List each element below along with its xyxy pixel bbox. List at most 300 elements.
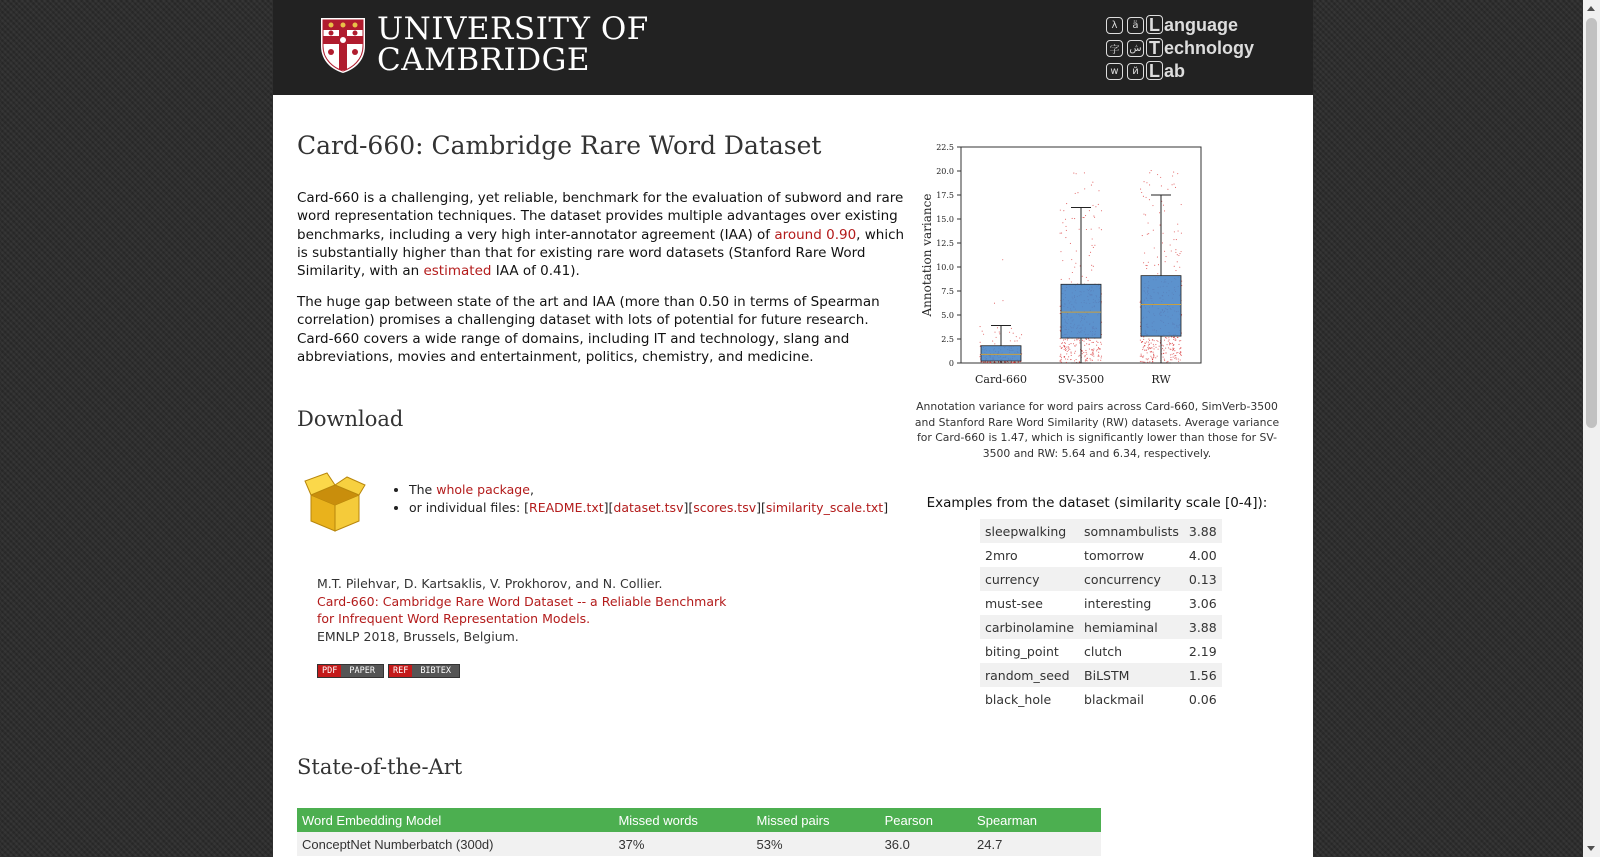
data-point — [1158, 349, 1159, 350]
citation — [317, 575, 737, 645]
data-point — [1085, 360, 1086, 361]
data-point — [1141, 355, 1142, 356]
paper-title-link[interactable]: Card-660: Cambridge Rare Word Dataset -- a Reliable Benchmark for Infrequent Word Representation Models. — [317, 593, 727, 626]
data-point — [1089, 344, 1090, 345]
data-point — [1149, 361, 1150, 362]
data-point — [994, 361, 995, 362]
data-point — [1174, 350, 1175, 351]
table-cell: ConceptNet Numberbatch (300d) — [297, 832, 613, 856]
data-point — [1153, 348, 1154, 349]
data-point — [1068, 346, 1069, 347]
similarity-scale-file-link[interactable]: similarity_scale.txt — [765, 499, 884, 515]
table-row — [980, 663, 1222, 687]
data-point — [987, 362, 988, 363]
data-point — [1172, 343, 1173, 344]
y-tick-label: 20.0 — [936, 167, 954, 176]
data-point — [999, 332, 1000, 333]
data-point — [1155, 357, 1156, 358]
data-point — [992, 341, 993, 342]
download-list — [391, 481, 888, 516]
data-point — [1173, 344, 1174, 345]
intro-paragraph-1 — [297, 189, 907, 280]
around-090-link[interactable]: around 0.90 — [774, 226, 857, 243]
data-point — [1175, 357, 1176, 358]
data-point — [1079, 229, 1080, 230]
data-point — [1062, 222, 1063, 223]
data-point — [1148, 358, 1149, 359]
word2-cell: somnambulists — [1079, 519, 1184, 543]
examples-table — [980, 519, 1222, 711]
table-row — [980, 543, 1222, 567]
data-point — [1147, 234, 1148, 235]
data-point — [1150, 356, 1151, 357]
word2-cell: interesting — [1084, 595, 1152, 611]
data-point — [1089, 348, 1090, 349]
readme-file-link[interactable]: README.txt — [529, 499, 604, 515]
data-point — [1061, 279, 1062, 280]
data-point — [1077, 192, 1078, 193]
table-cell: 36.0 — [880, 832, 972, 856]
word1-cell: sleepwalking — [980, 519, 1079, 543]
scroll-down-arrow-icon[interactable] — [1587, 846, 1595, 851]
data-point — [1169, 339, 1170, 340]
data-point — [1093, 354, 1094, 355]
data-point — [1093, 215, 1094, 216]
university-line1: UNIVERSITY OF — [377, 11, 649, 47]
word1-cell: 2mro — [985, 547, 1018, 563]
data-point — [1093, 350, 1094, 351]
data-point — [1093, 349, 1094, 350]
page-scrollbar[interactable] — [1583, 0, 1600, 857]
data-point — [1060, 356, 1061, 357]
data-point — [1166, 338, 1167, 339]
y-tick-label: 17.5 — [936, 191, 954, 200]
intro-text: , which is substantially higher than that for existing rare word datasets (Stanford Rare Word Similarity, with an — [297, 226, 905, 280]
data-point — [1070, 243, 1071, 244]
data-point — [1074, 353, 1075, 354]
data-point — [1181, 204, 1182, 205]
data-point — [1060, 233, 1061, 234]
data-point — [1091, 270, 1092, 271]
data-point — [1163, 357, 1164, 358]
data-point — [1141, 361, 1142, 362]
data-point — [997, 327, 998, 328]
score-cell: 4.00 — [1188, 547, 1217, 563]
word2-cell: BiLSTM — [1079, 663, 1184, 687]
whole-package-link[interactable]: whole package — [436, 482, 530, 497]
data-point — [1146, 358, 1147, 359]
lab-word-rest: echnology — [1164, 37, 1255, 58]
table-row — [980, 639, 1222, 663]
data-point — [1173, 172, 1174, 173]
data-point — [1140, 361, 1141, 362]
data-point — [983, 362, 984, 363]
language-technology-lab-logo[interactable] — [1106, 14, 1254, 83]
data-point — [1070, 352, 1071, 353]
data-point — [994, 343, 995, 344]
data-point — [1179, 253, 1180, 254]
data-point — [1061, 233, 1062, 234]
data-point — [1177, 352, 1178, 353]
data-point — [1142, 357, 1143, 358]
data-point — [1093, 342, 1094, 343]
site-header — [273, 0, 1313, 95]
data-point — [1152, 205, 1153, 206]
data-point — [1098, 347, 1099, 348]
data-point — [1098, 204, 1099, 205]
data-point — [1079, 340, 1080, 341]
data-point — [1092, 355, 1093, 356]
data-point — [1173, 184, 1174, 185]
data-point — [1151, 357, 1152, 358]
data-point — [1066, 230, 1067, 231]
data-point — [1079, 361, 1080, 362]
data-point — [1101, 210, 1102, 211]
list-item: • or individual files: [README.txt][dataset.tsv][scores.tsv][similarity_scale.txt] — [409, 499, 888, 517]
data-point — [1180, 348, 1181, 349]
a-umlaut-glyph-icon: ä — [1127, 17, 1144, 34]
item-text: or individual files: — [409, 499, 525, 515]
word1-cell: black_hole — [985, 691, 1052, 707]
data-point — [1064, 356, 1065, 357]
data-point — [1082, 353, 1083, 354]
y-tick-label: 7.5 — [941, 287, 954, 296]
data-point — [1174, 231, 1175, 232]
data-point — [1092, 349, 1093, 350]
data-point — [1180, 359, 1181, 360]
data-point — [1064, 349, 1065, 350]
data-point — [1140, 302, 1141, 303]
cambridge-logo[interactable] — [319, 11, 649, 78]
data-point — [1180, 351, 1181, 352]
data-point — [1086, 352, 1087, 353]
citation-authors: M.T. Pilehvar, D. Kartsaklis, V. Prokhorov, and N. Collier. — [317, 576, 663, 591]
data-point — [1015, 362, 1016, 363]
data-point — [1087, 280, 1088, 281]
data-point — [1160, 177, 1161, 178]
boxplot-svg — [911, 135, 1281, 395]
data-point — [1078, 356, 1079, 357]
data-point — [1177, 261, 1178, 262]
data-point — [1060, 251, 1061, 252]
data-point — [1101, 356, 1102, 357]
data-point — [1074, 360, 1075, 361]
data-point — [1061, 362, 1062, 363]
dataset-file-link[interactable]: dataset.tsv — [613, 499, 684, 515]
data-point — [1165, 352, 1166, 353]
data-point — [1143, 339, 1144, 340]
data-point — [1165, 348, 1166, 349]
data-point — [1141, 192, 1142, 193]
data-point — [1144, 350, 1145, 351]
data-point — [1173, 353, 1174, 354]
data-point — [1063, 340, 1064, 341]
data-point — [1098, 354, 1099, 355]
lab-word-initial: L — [1146, 15, 1163, 34]
data-point — [1163, 205, 1164, 206]
score-cell: 3.88 — [1184, 615, 1222, 639]
data-point — [1152, 358, 1153, 359]
sota-heading: State-of-the-Art — [297, 755, 463, 779]
data-point — [1154, 247, 1155, 248]
lab-word-rest: anguage — [1164, 14, 1239, 35]
data-point — [1150, 348, 1151, 349]
data-point — [1173, 239, 1174, 240]
data-point — [1074, 340, 1075, 341]
data-point — [1070, 343, 1071, 344]
data-point — [1147, 265, 1148, 266]
data-point — [1146, 341, 1147, 342]
data-point — [1095, 206, 1096, 207]
data-point — [1092, 182, 1093, 183]
data-point — [1140, 356, 1141, 357]
data-point — [980, 326, 981, 327]
data-point — [1091, 229, 1092, 230]
data-point — [1164, 251, 1165, 252]
data-point — [1011, 328, 1012, 329]
data-point — [1142, 235, 1143, 236]
data-point — [1170, 343, 1171, 344]
data-point — [1073, 173, 1074, 174]
table-row — [980, 567, 1222, 591]
data-point — [1148, 349, 1149, 350]
data-point — [1061, 359, 1062, 360]
data-point — [1075, 263, 1076, 264]
data-point — [1163, 345, 1164, 346]
data-point — [1065, 237, 1066, 238]
data-point — [996, 337, 997, 338]
chinese-char-glyph-icon: 字 — [1106, 40, 1123, 57]
data-point — [1146, 268, 1147, 269]
ref-bibtex-button[interactable] — [388, 664, 460, 678]
data-point — [1066, 349, 1067, 350]
data-point — [1083, 352, 1084, 353]
data-point — [1149, 340, 1150, 341]
data-point — [1154, 265, 1155, 266]
lab-word-rest: ab — [1164, 60, 1186, 81]
data-point — [1141, 354, 1142, 355]
data-point — [1092, 205, 1093, 206]
data-point — [988, 361, 989, 362]
estimated-link[interactable]: estimated — [423, 263, 492, 280]
data-point — [1169, 344, 1170, 345]
data-point — [1013, 333, 1014, 334]
data-point — [1170, 357, 1171, 358]
data-point — [1143, 214, 1144, 215]
data-point — [1082, 217, 1083, 218]
data-point — [1175, 270, 1176, 271]
data-point — [1169, 342, 1170, 343]
word1-cell: must-see — [985, 595, 1043, 611]
data-point — [1159, 346, 1160, 347]
citation-badges — [317, 664, 460, 678]
data-point — [1175, 340, 1176, 341]
data-point — [1090, 252, 1091, 253]
data-point — [1162, 348, 1163, 349]
data-point — [1100, 360, 1101, 361]
data-point — [1163, 353, 1164, 354]
table-cell: 53% — [752, 832, 880, 856]
y-tick-label: 15.0 — [936, 215, 954, 224]
data-point — [1002, 259, 1003, 260]
data-point — [1101, 344, 1102, 345]
data-point — [1067, 359, 1068, 360]
data-point — [1083, 341, 1084, 342]
table-row — [980, 615, 1222, 639]
data-point — [1086, 354, 1087, 355]
data-point — [1061, 343, 1062, 344]
data-point — [1085, 355, 1086, 356]
pdf-paper-button[interactable] — [317, 664, 384, 678]
data-point — [1145, 214, 1146, 215]
lambda-glyph-icon: λ — [1106, 17, 1123, 34]
data-point — [1151, 347, 1152, 348]
data-point — [1176, 359, 1177, 360]
data-point — [1159, 212, 1160, 213]
data-point — [1154, 340, 1155, 341]
data-point — [980, 342, 981, 343]
data-point — [1178, 358, 1179, 359]
data-point — [994, 332, 995, 333]
data-point — [1092, 342, 1093, 343]
data-point — [1171, 336, 1172, 337]
data-point — [1177, 173, 1178, 174]
data-point — [1083, 217, 1084, 218]
citation-venue: EMNLP 2018, Brussels, Belgium. — [317, 628, 519, 644]
package-box-icon — [303, 471, 367, 537]
data-point — [1149, 184, 1150, 185]
data-point — [1099, 227, 1100, 228]
data-point — [1072, 272, 1073, 273]
y-tick-label: 5.0 — [941, 311, 954, 320]
data-point — [1076, 173, 1077, 174]
main-content — [273, 95, 1313, 857]
column-header: Pearson — [880, 808, 972, 832]
data-point — [1093, 266, 1094, 267]
data-point — [1170, 359, 1171, 360]
data-point — [1155, 347, 1156, 348]
score-cell: 0.13 — [1184, 567, 1222, 591]
data-point — [1085, 215, 1086, 216]
data-point — [1060, 306, 1061, 307]
data-point — [1079, 355, 1080, 356]
data-point — [1177, 254, 1178, 255]
data-point — [1018, 361, 1019, 362]
data-point — [1082, 350, 1083, 351]
data-point — [1088, 338, 1089, 339]
data-point — [1084, 345, 1085, 346]
data-point — [1099, 356, 1100, 357]
data-point — [1176, 239, 1177, 240]
data-point — [1016, 336, 1017, 337]
data-point — [1096, 345, 1097, 346]
data-point — [1173, 337, 1174, 338]
data-point — [1172, 348, 1173, 349]
data-point — [1079, 342, 1080, 343]
data-point — [1172, 350, 1173, 351]
data-point — [1063, 210, 1064, 211]
data-point — [1069, 349, 1070, 350]
data-point — [1096, 341, 1097, 342]
data-point — [1157, 257, 1158, 258]
data-point — [1177, 224, 1178, 225]
data-point — [1147, 347, 1148, 348]
data-point — [1146, 182, 1147, 183]
score-cell: 1.56 — [1184, 663, 1222, 687]
data-point — [1148, 262, 1149, 263]
data-point — [1153, 230, 1154, 231]
data-point — [1060, 313, 1061, 314]
data-point — [1082, 340, 1083, 341]
data-point — [1091, 265, 1092, 266]
score-cell: 2.19 — [1188, 643, 1217, 659]
box — [1141, 276, 1181, 336]
scroll-up-arrow-icon[interactable] — [1587, 6, 1595, 11]
x-tick-label: Card-660 — [975, 373, 1027, 386]
data-point — [1065, 358, 1066, 359]
data-point — [1173, 357, 1174, 358]
badge-left: REF — [389, 665, 412, 677]
data-point — [1066, 203, 1067, 204]
examples-title: Examples from the dataset (similarity scale [0-4]): — [926, 495, 1268, 511]
score-cell: 0.06 — [1188, 691, 1217, 707]
data-point — [1063, 345, 1064, 346]
y-tick-label: 22.5 — [936, 143, 954, 152]
word1-cell: currency — [980, 567, 1079, 591]
data-point — [1059, 360, 1060, 361]
data-point — [1071, 355, 1072, 356]
data-point — [1167, 361, 1168, 362]
data-point — [1142, 349, 1143, 350]
score-cell: 3.88 — [1184, 519, 1222, 543]
data-point — [1168, 347, 1169, 348]
data-point — [1086, 359, 1087, 360]
data-point — [1076, 344, 1077, 345]
box — [1061, 284, 1101, 338]
scrollbar-thumb[interactable] — [1586, 18, 1597, 428]
data-point — [1089, 340, 1090, 341]
data-point — [1175, 187, 1176, 188]
data-point — [1065, 226, 1066, 227]
data-point — [1173, 349, 1174, 350]
data-point — [1087, 358, 1088, 359]
scores-file-link[interactable]: scores.tsv — [693, 499, 757, 515]
figure-caption: Annotation variance for word pairs across Card-660, SimVerb-3500 and Stanford Rare Word Similarity (RW) datasets. Average variance for Card-660 is 1.47, which is significantly lower than those for SV-3500 and RW: 5.64 and 6.34, respectively. — [914, 400, 1280, 460]
annotation-variance-chart — [911, 135, 1281, 399]
data-point — [1153, 356, 1154, 357]
data-point — [1170, 354, 1171, 355]
data-point — [1144, 342, 1145, 343]
lab-word-initial: L — [1146, 61, 1163, 80]
data-point — [1019, 337, 1020, 338]
data-point — [1071, 281, 1072, 282]
page-title: Card-660: Cambridge Rare Word Dataset — [297, 131, 822, 160]
data-point — [1076, 359, 1077, 360]
data-point — [1062, 260, 1063, 261]
data-point — [1098, 359, 1099, 360]
data-point — [983, 334, 984, 335]
data-point — [1073, 343, 1074, 344]
data-point — [1157, 356, 1158, 357]
table-row — [980, 591, 1222, 615]
data-point — [1164, 360, 1165, 361]
data-point — [1151, 343, 1152, 344]
data-point — [1157, 174, 1158, 175]
cambridge-wordmark — [377, 11, 649, 78]
data-point — [1145, 350, 1146, 351]
data-point — [1172, 184, 1173, 185]
data-point — [1098, 190, 1099, 191]
